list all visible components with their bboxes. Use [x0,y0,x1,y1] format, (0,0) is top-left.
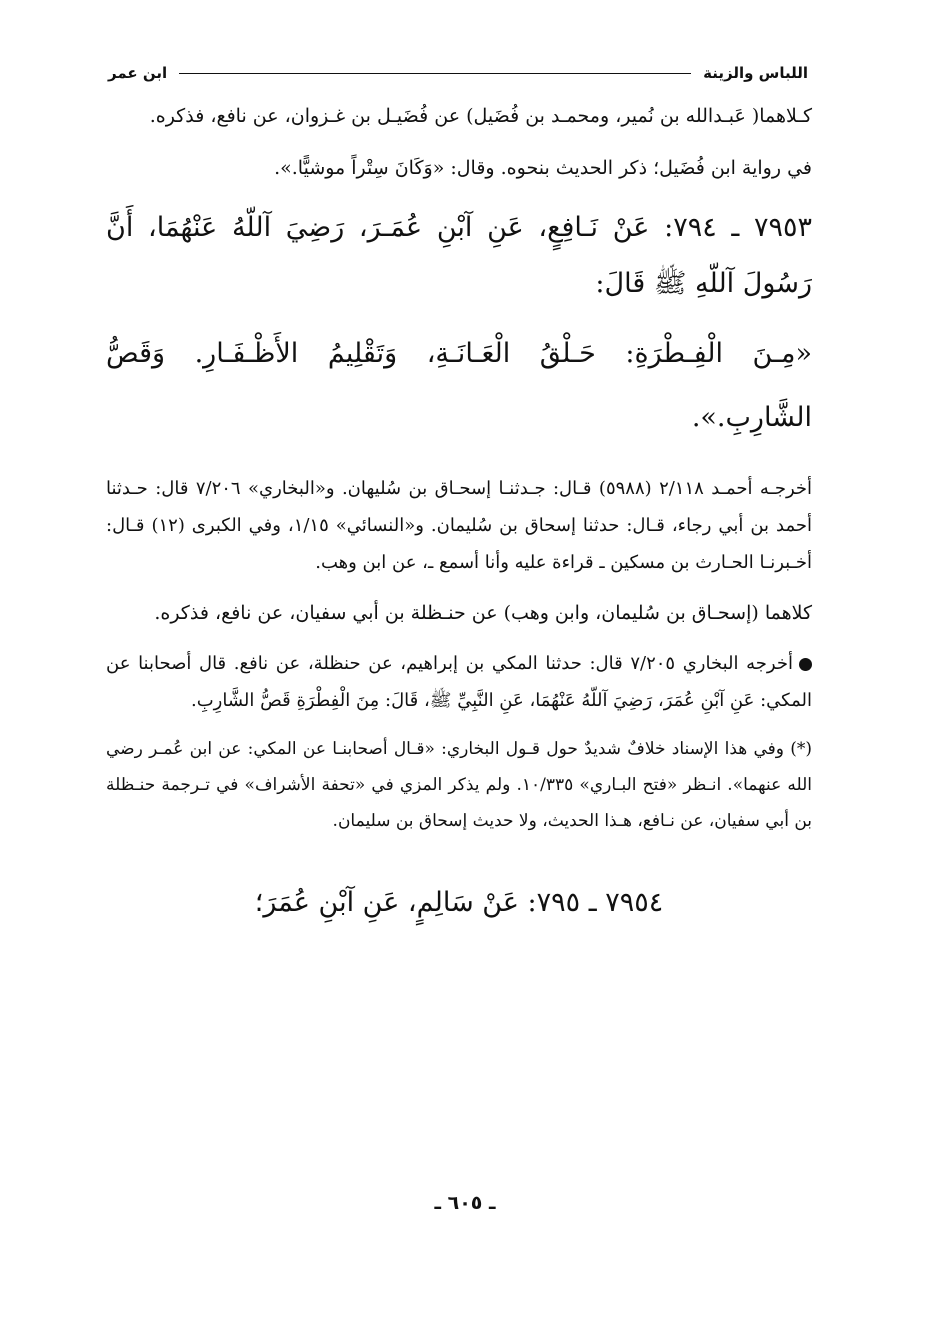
chain-paragraph: كـلاهما( عَبـدالله بن نُمير، ومحمـد بن فُضَيل) عن فُضَيـل بن غـزوان، عن نافع، فذكره. [149,105,812,127]
hadith-heading: ٧٩٥٣ ـ ٧٩٤: عَنْ نَـافِعٍ، عَنِ آبْنِ عُمَـرَ، رَضِيَ آللّهُ عَنْهُمَا، أَنَّ رَسُولَ آللّهِ ﷺ قَالَ: [106,212,812,299]
page-number: ـ ٦٠٥ ـ [434,1192,496,1214]
variant-paragraph: في رواية ابن فُضَيل؛ ذكر الحديث بنحوه. وقال: «وَكَانَ سِتْراً موشيًّا.». [274,157,812,179]
hadith-text: «مِـنَ الْفِـطْرَةِ: حَـلْقُ الْعَـانَـةِ، وَتَقْلِيمُ الأَظْـفَـارِ. وَقَصُّ الشَّارِبِ.». [106,338,812,433]
page-body [106,96,812,931]
chain-summary: كلاهما (إسحـاق بن سُليمان، وابن وهب) عن حنـظلة بن أبي سفيان، عن نافع، فذكره. [154,602,812,624]
running-header [108,58,808,88]
header-rule [179,73,691,74]
narrator-name: ابن عمر [108,64,168,82]
next-hadith-heading: ٧٩٥٤ ـ ٧٩٥: عَنْ سَالِمٍ، عَنِ آبْنِ عُمَرَ؛ [254,887,664,918]
takhrij-paragraph: أخرجـه أحمـد ٢/١١٨ (٥٩٨٨) قـال: جـدثنـا إسحـاق بن سُليهان. و«البخاري» ٧/٢٠٦ قال: حـدثنا أحمد بن أبي رجاء، قـال: حدثنا إسحاق بن سُليمان. و«النسائي» ١/١٥، وفي الكبرى (١٢) قـال: أخـبرنـا الحـارث بن مسكين ـ قراءة عليه وأنا أسمع ـ، عن ابن وهب. [106,478,813,573]
bukhari-paragraph [106,645,812,719]
bukhari-text: أخرجه البخاري ٧/٢٠٥ قال: حدثنا المكي بن إبراهيم، عن حنظلة، عن نافع. قال أصحابنا عن المكي: عَنِ آبْنِ عُمَرَ، رَضِيَ آللّهُ عَنْهُمَا، عَنِ النَّبِيِّ ﷺ، قَالَ: مِنَ الْفِطْرَةِ قَصُّ الشَّارِبِ. [106,653,812,711]
chapter-title: اللباس والزينة [703,64,808,82]
footnote: (*) وفي هذا الإسناد خلافٌ شديدٌ حول قـول البخاري: «قـال أصحابنـا عن المكي: عن ابن عُمـر رضي الله عنهما». انـظر «فتح البـاري» ١٠/٣٣٥. ولم يذكر المزي في «تحفة الأشراف» في تـرجمة حنـظلة بن أبي سفيان، عن نـافع، هـذا الحديث، ولا حديث إسحاق بن سليمان. [106,739,813,831]
bullet-icon [799,658,812,671]
